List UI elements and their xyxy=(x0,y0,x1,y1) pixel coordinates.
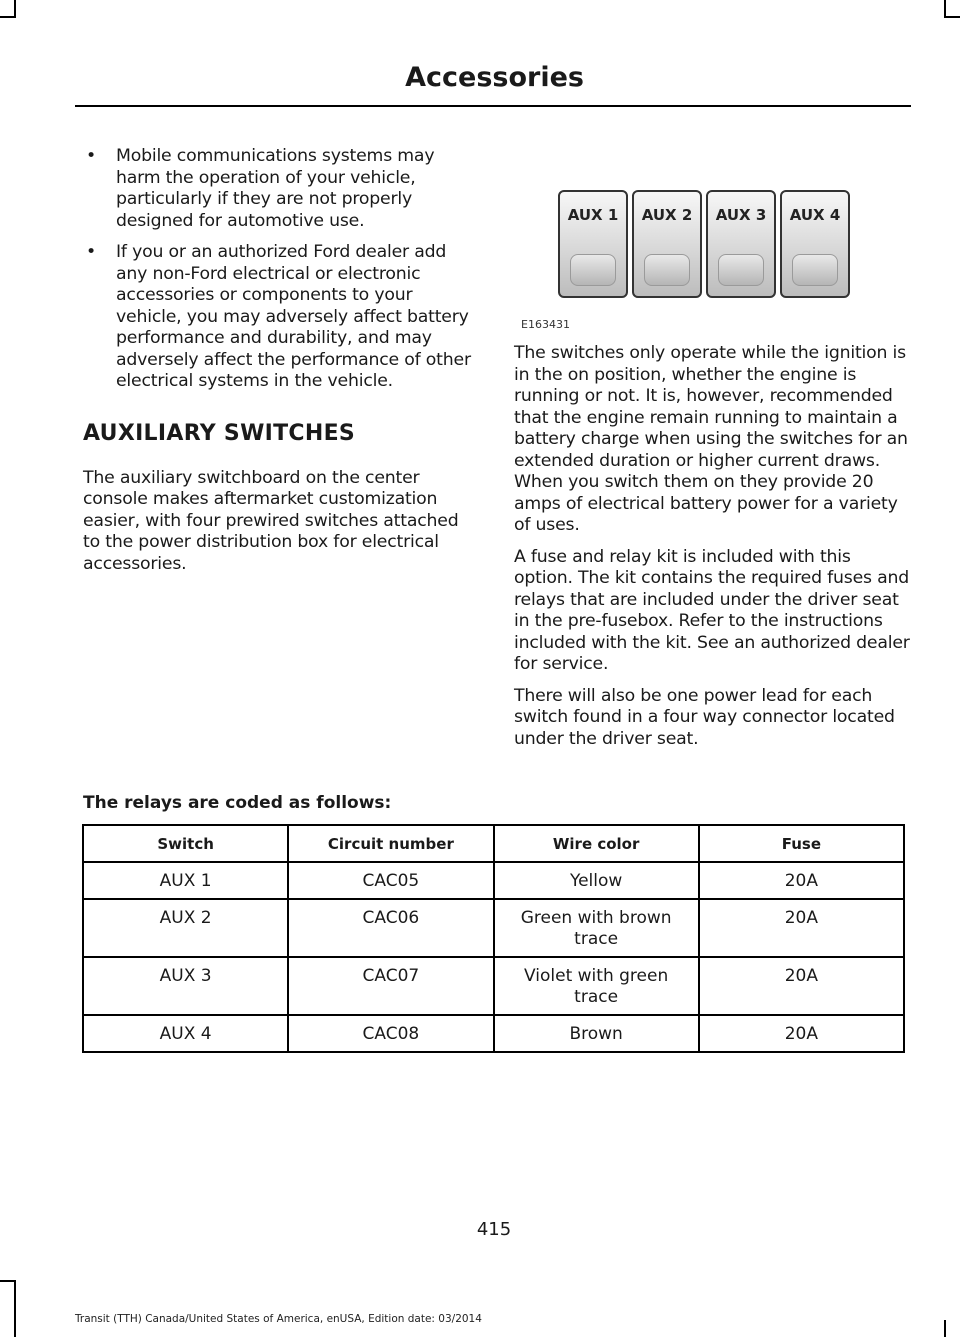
table-cell: 20A xyxy=(699,899,904,957)
rocker-icon xyxy=(644,254,690,286)
bullet-list xyxy=(83,146,478,393)
left-column xyxy=(83,146,478,585)
relay-table xyxy=(82,824,905,1053)
table-cell: Violet with green trace xyxy=(494,957,699,1015)
table-cell: AUX 4 xyxy=(83,1015,288,1052)
switch-label: AUX 1 xyxy=(567,206,619,224)
table-cell: 20A xyxy=(699,1015,904,1052)
right-paragraph: A fuse and relay kit is included with this option. The kit contains the required fuses and relays that are included under the driver seat in the pre-fusebox. Refer to the instructions included with the kit. See an authorized dealer for service. xyxy=(514,546,910,674)
switch-label: AUX 4 xyxy=(789,206,841,224)
aux-switch-4 xyxy=(780,190,850,298)
aux-switch-2 xyxy=(632,190,702,298)
page-section-title: Accessories xyxy=(405,62,584,93)
right-column xyxy=(514,175,910,760)
table-cell: Brown xyxy=(494,1015,699,1052)
table-row xyxy=(83,1015,904,1052)
table-title: The relays are coded as follows: xyxy=(83,793,392,813)
page-number: 415 xyxy=(476,1219,512,1240)
crop-mark-bottom-right xyxy=(944,1320,946,1337)
table-row xyxy=(83,957,904,1015)
rocker-icon xyxy=(792,254,838,286)
list-item: • If you or an authorized Ford dealer add any non-Ford electrical or electronic accessories or components to your vehicle, you may adversely affect battery performance and durability, and may adversely affect the performance of other electrical systems in the vehicle. xyxy=(86,242,471,391)
table-cell: CAC07 xyxy=(288,957,493,1015)
list-item: • Mobile communications systems may harm the operation of your vehicle, particularly if they are not properly designed for automotive use. xyxy=(86,146,435,231)
crop-mark-bottom-left xyxy=(0,1280,16,1282)
table-header-row xyxy=(83,825,904,862)
figure-code: E163431 xyxy=(521,318,570,331)
table-cell: CAC05 xyxy=(288,862,493,899)
crop-mark-bottom-left xyxy=(14,1280,16,1337)
table-row xyxy=(83,862,904,899)
column-header: Switch xyxy=(83,825,288,862)
table-cell: AUX 2 xyxy=(83,899,288,957)
rocker-icon xyxy=(570,254,616,286)
bullet-dot-icon: • xyxy=(86,146,96,166)
aux-switches-figure xyxy=(514,175,910,331)
table-cell: 20A xyxy=(699,862,904,899)
aux-switch-3 xyxy=(706,190,776,298)
right-paragraph: There will also be one power lead for each switch found in a four way connector located under the driver seat. xyxy=(514,685,895,749)
table-row xyxy=(83,899,904,957)
column-header: Wire color xyxy=(494,825,699,862)
table-cell: CAC06 xyxy=(288,899,493,957)
column-header: Fuse xyxy=(699,825,904,862)
bullet-dot-icon: • xyxy=(86,242,96,262)
rocker-icon xyxy=(718,254,764,286)
switch-row xyxy=(558,190,850,298)
footer-text: Transit (TTH) Canada/United States of America, enUSA, Edition date: 03/2014 xyxy=(75,1313,482,1325)
crop-mark-top-left xyxy=(0,16,16,18)
right-paragraph: The switches only operate while the ignition is in the on position, whether the engine is running or not. It is, however, recommended that the engine remain running to maintain a battery charge when using the switches for an extended duration or higher current draws. When you switch them on they provide 20 amps of electrical battery power for a variety of uses. xyxy=(514,343,908,535)
section-heading: AUXILIARY SWITCHES xyxy=(83,420,356,446)
table-cell: AUX 1 xyxy=(83,862,288,899)
crop-mark-top-right xyxy=(944,16,960,18)
table-cell: 20A xyxy=(699,957,904,1015)
table-cell: CAC08 xyxy=(288,1015,493,1052)
intro-paragraph: The auxiliary switchboard on the center console makes aftermarket customization easier, with four prewired switches attached to the power distribution box for electrical accessories. xyxy=(83,467,459,574)
table-cell: Green with brown trace xyxy=(494,899,699,957)
column-header: Circuit number xyxy=(288,825,493,862)
table-cell: Yellow xyxy=(494,862,699,899)
switch-label: AUX 2 xyxy=(641,206,693,224)
table-cell: AUX 3 xyxy=(83,957,288,1015)
switch-label: AUX 3 xyxy=(715,206,767,224)
aux-switch-1 xyxy=(558,190,628,298)
header-rule xyxy=(75,105,911,107)
